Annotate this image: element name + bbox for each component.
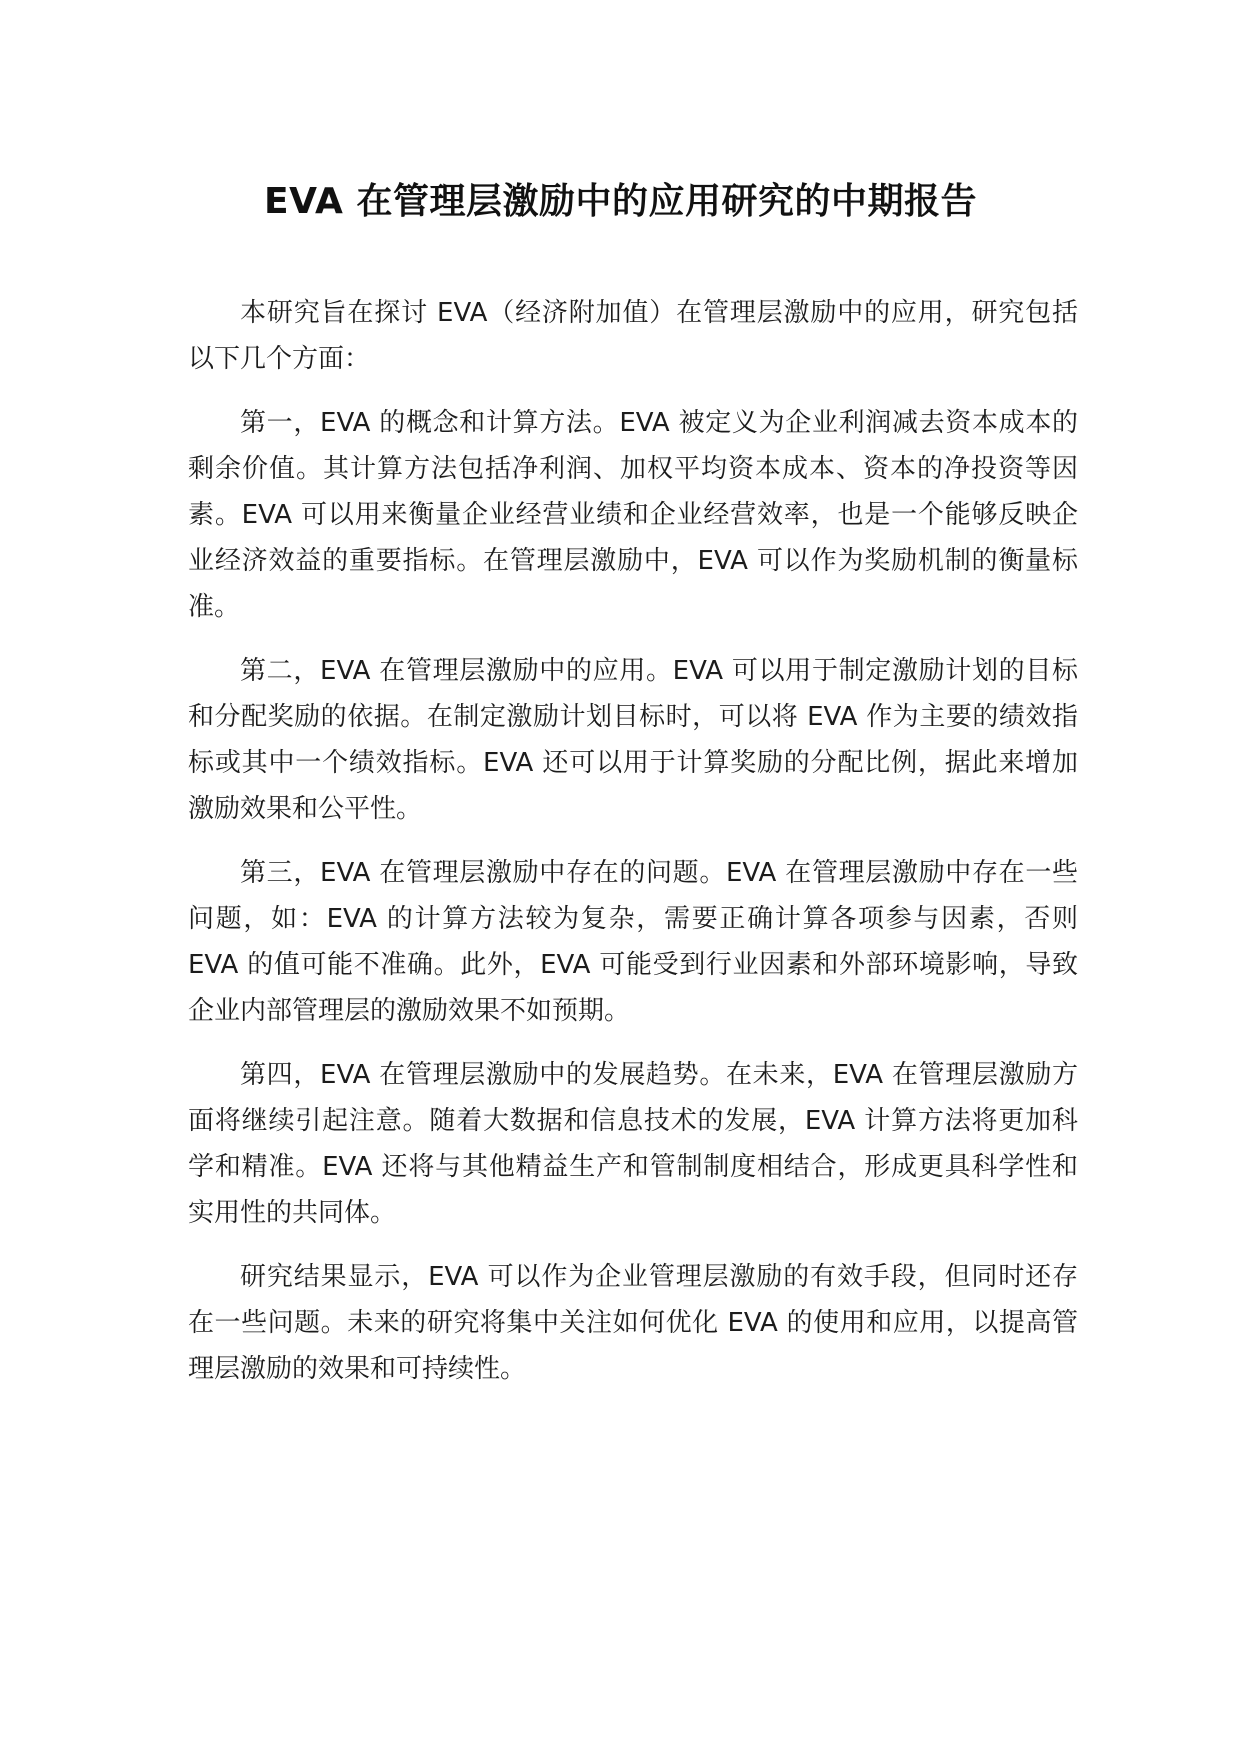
- paragraph-conclusion: 研究结果显示，EVA 可以作为企业管理层激励的有效手段，但同时还存在一些问题。未来的研究将集中关注如何优化 EVA 的使用和应用，以提高管理层激励的效果和可持续性。: [188, 1262, 1078, 1384]
- document-title: EVA 在管理层激励中的应用研究的中期报告: [264, 181, 977, 222]
- paragraph-first: 第一，EVA 的概念和计算方法。EVA 被定义为企业利润减去资本成本的剩余价值。其计算方法包括净利润、加权平均资本成本、资本的净投资等因素。EVA 可以用来衡量企业经营业绩和企业经营效率，也是一个能够反映企业经济效益的重要指标。在管理层激励中，EVA 可以作为奖励机制的衡量标准。: [188, 408, 1078, 622]
- paragraph-intro: 本研究旨在探讨 EVA（经济附加值）在管理层激励中的应用，研究包括以下几个方面：: [188, 298, 1078, 374]
- paragraph-fourth: 第四，EVA 在管理层激励中的发展趋势。在未来，EVA 在管理层激励方面将继续引起注意。随着大数据和信息技术的发展，EVA 计算方法将更加科学和精准。EVA 还将与其他精益生产和管制制度相结合，形成更具科学性和实用性的共同体。: [188, 1060, 1078, 1228]
- paragraph-third: 第三，EVA 在管理层激励中存在的问题。EVA 在管理层激励中存在一些问题，如：EVA 的计算方法较为复杂，需要正确计算各项参与因素，否则 EVA 的值可能不准确。此外，EVA 可能受到行业因素和外部环境影响，导致企业内部管理层的激励效果不如预期。: [188, 858, 1078, 1026]
- paragraph-second: 第二，EVA 在管理层激励中的应用。EVA 可以用于制定激励计划的目标和分配奖励的依据。在制定激励计划目标时，可以将 EVA 作为主要的绩效指标或其中一个绩效指标。EVA 还可以用于计算奖励的分配比例，据此来增加激励效果和公平性。: [188, 656, 1078, 824]
- document-body: [188, 290, 1078, 1410]
